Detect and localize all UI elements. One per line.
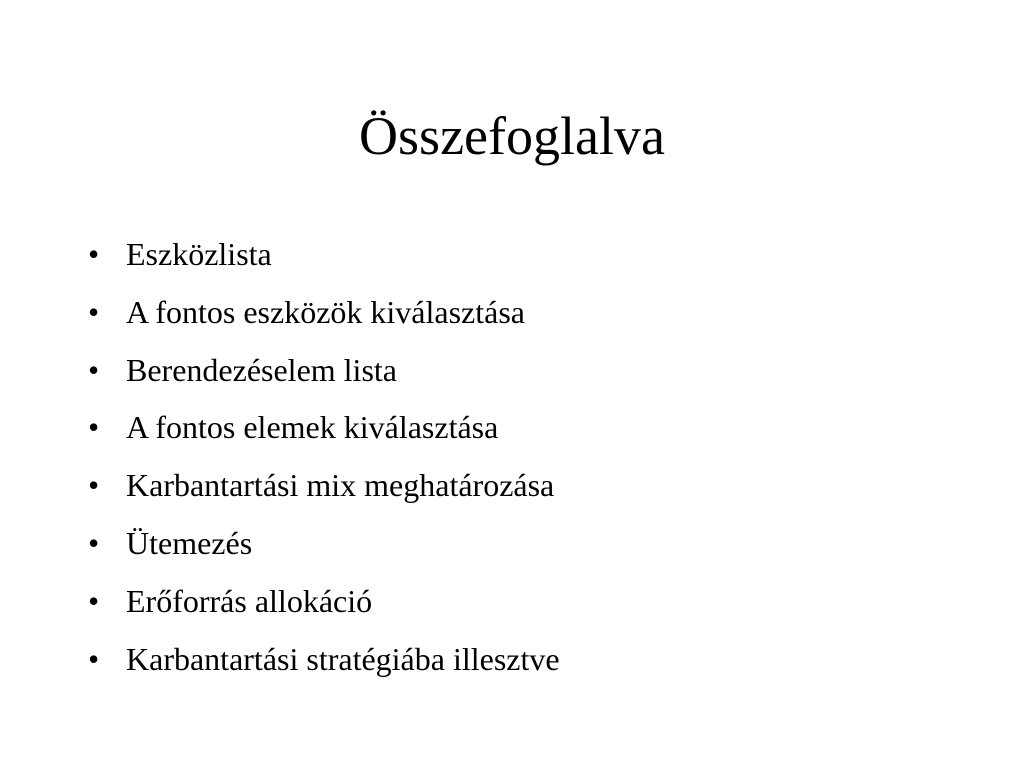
bullet-item — [88, 226, 560, 284]
bullet-text: Erőforrás allokáció — [126, 582, 373, 619]
bullet-item — [88, 457, 560, 515]
bullet-icon: • — [88, 582, 100, 619]
bullet-item — [88, 515, 560, 573]
bullet-item — [88, 631, 560, 689]
slide-title: Összefoglalva — [359, 106, 665, 166]
bullet-list — [88, 226, 560, 688]
bullet-text: Berendezéselem lista — [126, 351, 397, 388]
bullet-text: Karbantartási stratégiába illesztve — [126, 640, 560, 677]
bullet-icon: • — [88, 236, 100, 272]
bullet-text: Karbantartási mix meghatározása — [126, 467, 555, 504]
bullet-item — [88, 342, 560, 400]
bullet-item — [88, 399, 560, 457]
bullet-icon: • — [88, 467, 100, 504]
bullet-icon: • — [88, 351, 100, 388]
bullet-text: Eszközlista — [126, 236, 272, 272]
bullet-item — [88, 284, 560, 342]
bullet-text: A fontos elemek kiválasztása — [126, 409, 499, 446]
bullet-icon: • — [88, 409, 100, 446]
bullet-text: A fontos eszközök kiválasztása — [126, 293, 525, 330]
bullet-icon: • — [88, 524, 100, 561]
bullet-text: Ütemezés — [126, 524, 253, 561]
bullet-icon: • — [88, 293, 100, 330]
bullet-item — [88, 573, 560, 631]
bullet-icon: • — [88, 640, 100, 677]
